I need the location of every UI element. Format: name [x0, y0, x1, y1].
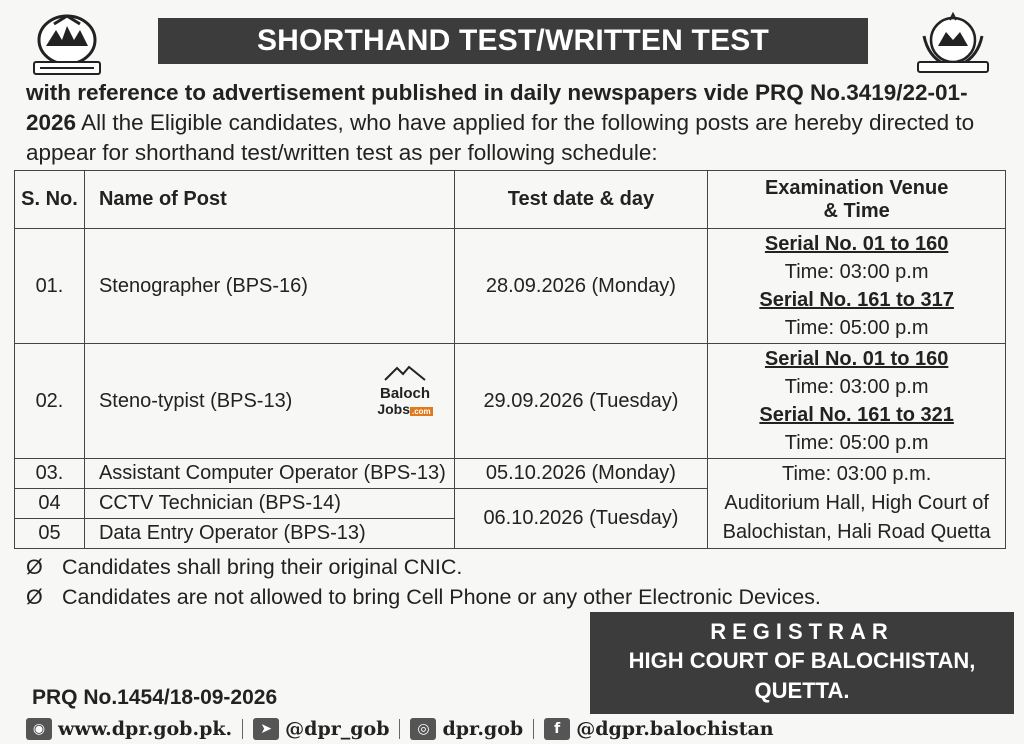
intro-lead: with reference to advertisement published in daily newspapers vide PRQ No.3419/22-01-2026: [26, 80, 968, 135]
header-sno: S. No.: [15, 171, 85, 229]
shared-venue: [708, 459, 1006, 549]
page-title: SHORTHAND TEST/WRITTEN TEST: [158, 18, 868, 64]
footer-facebook-text: @dgpr.balochistan: [576, 718, 774, 740]
watermark-line1: Baloch: [379, 385, 430, 402]
table-row: [15, 229, 1006, 344]
venue-serial: Serial No. 01 to 160: [764, 348, 949, 370]
footer-twitter[interactable]: [253, 718, 389, 740]
list-item: [26, 582, 821, 612]
registrar-signature-block: [590, 612, 1014, 714]
venue-serial: Serial No. 161 to 317: [759, 289, 954, 311]
government-emblem-right: [910, 10, 996, 78]
prq-number: PRQ No.1454/18-09-2026: [32, 686, 278, 709]
footer-instagram[interactable]: [410, 718, 523, 740]
instructions-list: [26, 552, 821, 612]
footer-divider: [242, 719, 243, 739]
row-sno: 04: [15, 489, 85, 519]
shared-venue-line2: Auditorium Hall, High Court of: [724, 492, 989, 514]
note-text: Candidates are not allowed to bring Cell Phone or any other Electronic Devices.: [62, 585, 821, 609]
footer-divider: [399, 719, 400, 739]
table-row: [15, 344, 1006, 459]
globe-icon: ◉: [26, 718, 52, 740]
row-post: Steno-typist (BPS-13): [84, 344, 454, 459]
row-date: 29.09.2026 (Tuesday): [454, 344, 708, 459]
bullet-icon: Ø: [26, 585, 43, 609]
list-item: [26, 552, 821, 582]
footer-twitter-text: @dpr_gob: [285, 718, 390, 740]
row-post: Stenographer (BPS-16): [84, 229, 454, 344]
header-venue-line2: & Time: [823, 199, 890, 222]
balochjobs-watermark: [370, 365, 440, 421]
shared-venue-line3: Balochistan, Hali Road Quetta: [722, 521, 991, 543]
header-post: Name of Post: [84, 171, 454, 229]
registrar-line2: QUETTA.: [754, 678, 850, 703]
row-date: 05.10.2026 (Monday): [454, 459, 708, 489]
row-sno: 01.: [15, 229, 85, 344]
footer-website[interactable]: [26, 718, 232, 740]
watermark-suffix: .com: [412, 407, 431, 416]
venue-time: Time: 05:00 p.m: [784, 432, 929, 454]
row-post: Data Entry Operator (BPS-13): [84, 519, 454, 549]
venue-time: Time: 03:00 p.m: [784, 376, 929, 398]
government-emblem-left: [24, 10, 110, 78]
footer-instagram-text: dpr.gob: [442, 718, 524, 740]
note-text: Candidates shall bring their original CNIC.: [62, 555, 463, 579]
header-venue: [708, 171, 1006, 229]
row-venue: [708, 344, 1006, 459]
venue-time: Time: 03:00 p.m: [784, 261, 929, 283]
venue-serial: Serial No. 161 to 321: [759, 404, 954, 426]
shared-date: 06.10.2026 (Tuesday): [454, 489, 708, 549]
row-post: CCTV Technician (BPS-14): [84, 489, 454, 519]
schedule-table: [14, 170, 1006, 549]
mountain-icon: [383, 365, 427, 381]
row-post: Assistant Computer Operator (BPS-13): [84, 459, 454, 489]
row-date: 28.09.2026 (Monday): [454, 229, 708, 344]
facebook-icon: f: [544, 718, 570, 740]
watermark-line2: Jobs: [377, 401, 410, 417]
row-venue: [708, 229, 1006, 344]
registrar-line1: HIGH COURT OF BALOCHISTAN,: [628, 648, 976, 673]
table-header-row: [15, 171, 1006, 229]
header-date: Test date & day: [454, 171, 708, 229]
venue-time: Time: 05:00 p.m: [784, 317, 929, 339]
footer-contact-bar: [26, 716, 1016, 742]
instagram-icon: ◎: [410, 718, 436, 740]
intro-rest: All the Eligible candidates, who have applied for the following posts are hereby directed to appear for shorthand test/written test as per following schedule:: [26, 110, 975, 165]
row-sno: 05: [15, 519, 85, 549]
venue-serial: Serial No. 01 to 160: [764, 233, 949, 255]
bullet-icon: Ø: [26, 555, 43, 579]
footer-divider: [533, 719, 534, 739]
footer-facebook[interactable]: [544, 718, 773, 740]
table-row: [15, 459, 1006, 489]
shared-venue-line1: Time: 03:00 p.m.: [781, 463, 932, 485]
row-sno: 03.: [15, 459, 85, 489]
footer-website-text: www.dpr.gob.pk.: [58, 718, 233, 740]
row-sno: 02.: [15, 344, 85, 459]
header-venue-line1: Examination Venue: [764, 176, 949, 199]
registrar-title: REGISTRAR: [710, 619, 894, 644]
twitter-icon: ➤: [253, 718, 279, 740]
intro-paragraph: [26, 78, 1006, 168]
